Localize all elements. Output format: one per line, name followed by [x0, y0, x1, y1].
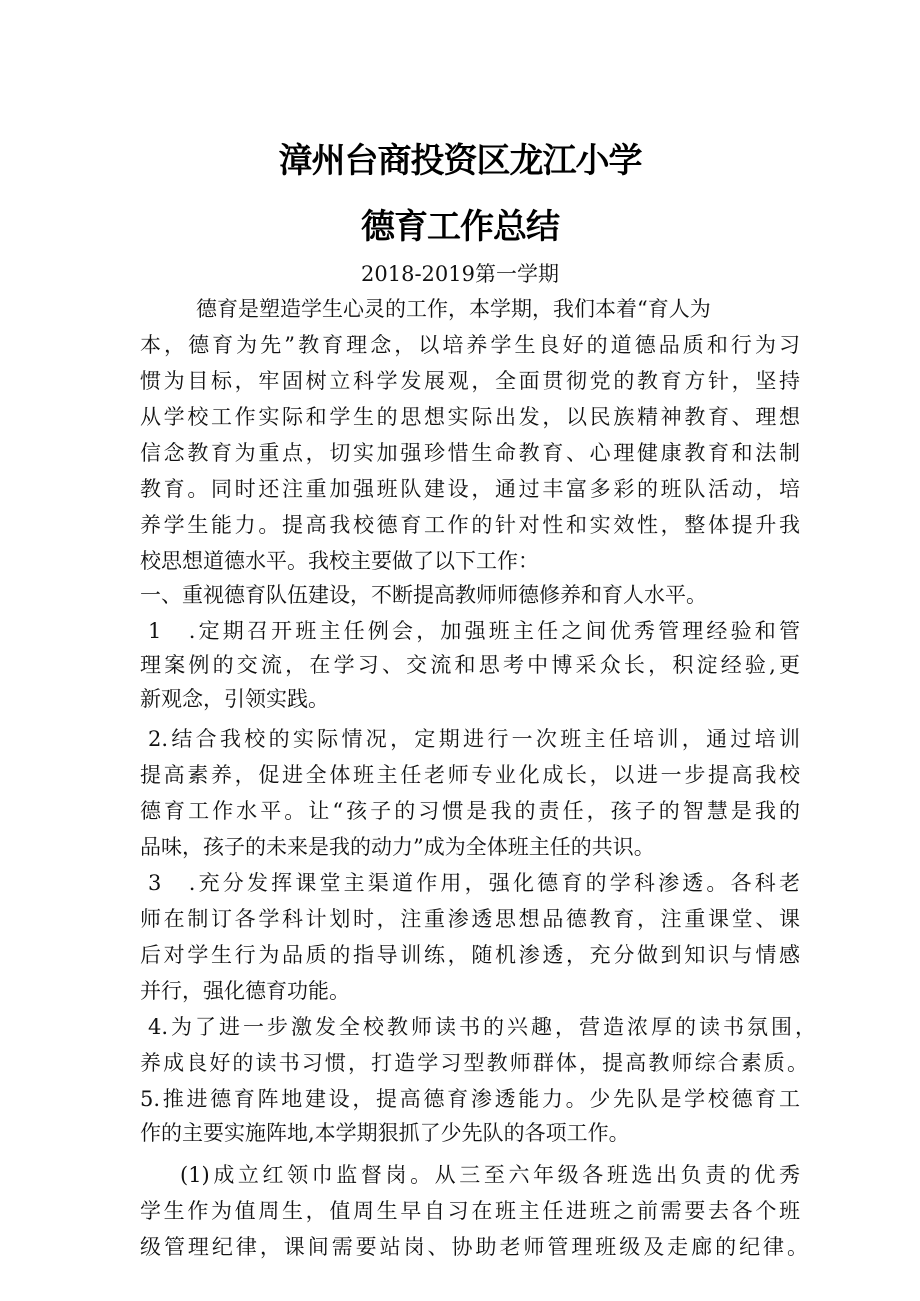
list-item-line: 2.结合我校的实际情况，定期进行一次班主任培训，通过培训	[148, 727, 800, 751]
paragraph-line: 教育。同时还注重加强班队建设，通过丰富多彩的班队活动，培	[140, 477, 800, 501]
list-item-line: 5.推进德育阵地建设，提高德育渗透能力。少先队是学校德育工	[140, 1087, 800, 1111]
sub-item-line: (1)成立红领巾监督岗。从三至六年级各班选出负责的优秀	[180, 1163, 800, 1187]
semester-label: 2018-2019第一学期	[361, 262, 559, 286]
paragraph-line: 从学校工作实际和学生的思想实际出发，以民族精神教育、理想	[140, 405, 800, 429]
paragraph-line: 品味，孩子的未来是我的动力”成为全体班主任的共识。	[140, 835, 655, 859]
paragraph-line: 信念教育为重点，切实加强珍惜生命教育、心理健康教育和法制	[140, 441, 800, 465]
paragraph-line: 作的主要实施阵地,本学期狠抓了少先队的各项工作。	[140, 1121, 630, 1145]
paragraph-line: 理案例的交流，在学习、交流和思考中博采众长，积淀经验,更	[140, 653, 800, 677]
report-title: 德育工作总结	[361, 207, 559, 247]
school-title: 漳州台商投资区龙江小学	[278, 141, 642, 181]
paragraph-line: 德育是塑造学生心灵的工作，本学期，我们本着“育人为	[196, 297, 711, 321]
list-item-line: 4.为了进一步激发全校教师读书的兴趣，营造浓厚的读书氛围，	[148, 1015, 816, 1039]
list-item-line: 1 .定期召开班主任例会，加强班主任之间优秀管理经验和管	[148, 619, 800, 643]
paragraph-line: 学生作为值周生，值周生早自习在班主任进班之前需要去各个班	[140, 1199, 800, 1223]
paragraph-line: 养学生能力。提高我校德育工作的针对性和实效性，整体提升我	[140, 513, 800, 537]
paragraph-line: 新观念，引领实践。	[140, 687, 329, 711]
paragraph-line: 校思想道德水平。我校主要做了以下工作：	[140, 549, 539, 573]
list-item-line: 3 .充分发挥课堂主渠道作用，强化德育的学科渗透。各科老	[148, 871, 800, 895]
paragraph-line: 提高素养，促进全体班主任老师专业化成长，以进一步提高我校	[140, 763, 800, 787]
paragraph-line: 级管理纪律，课间需要站岗、协助老师管理班级及走廊的纪律。	[140, 1235, 808, 1259]
paragraph-line: 惯为目标，牢固树立科学发展观，全面贯彻党的教育方针，坚持	[140, 369, 800, 393]
paragraph-line: 本，德育为先”教育理念，以培养学生良好的道德品质和行为习	[140, 333, 800, 357]
paragraph-line: 德育工作水平。让“孩子的习惯是我的责任，孩子的智慧是我的	[140, 799, 800, 823]
paragraph-line: 养成良好的读书习惯，打造学习型教师群体，提高教师综合素质。	[140, 1051, 808, 1075]
section-heading: 一、重视德育队伍建设，不断提高教师师德修养和育人水平。	[140, 583, 707, 607]
paragraph-line: 师在制订各学科计划时，注重渗透思想品德教育，注重课堂、课	[140, 907, 800, 931]
paragraph-line: 后对学生行为品质的指导训练，随机渗透，充分做到知识与情感	[140, 943, 800, 967]
paragraph-line: 并行，强化德育功能。	[140, 979, 350, 1003]
